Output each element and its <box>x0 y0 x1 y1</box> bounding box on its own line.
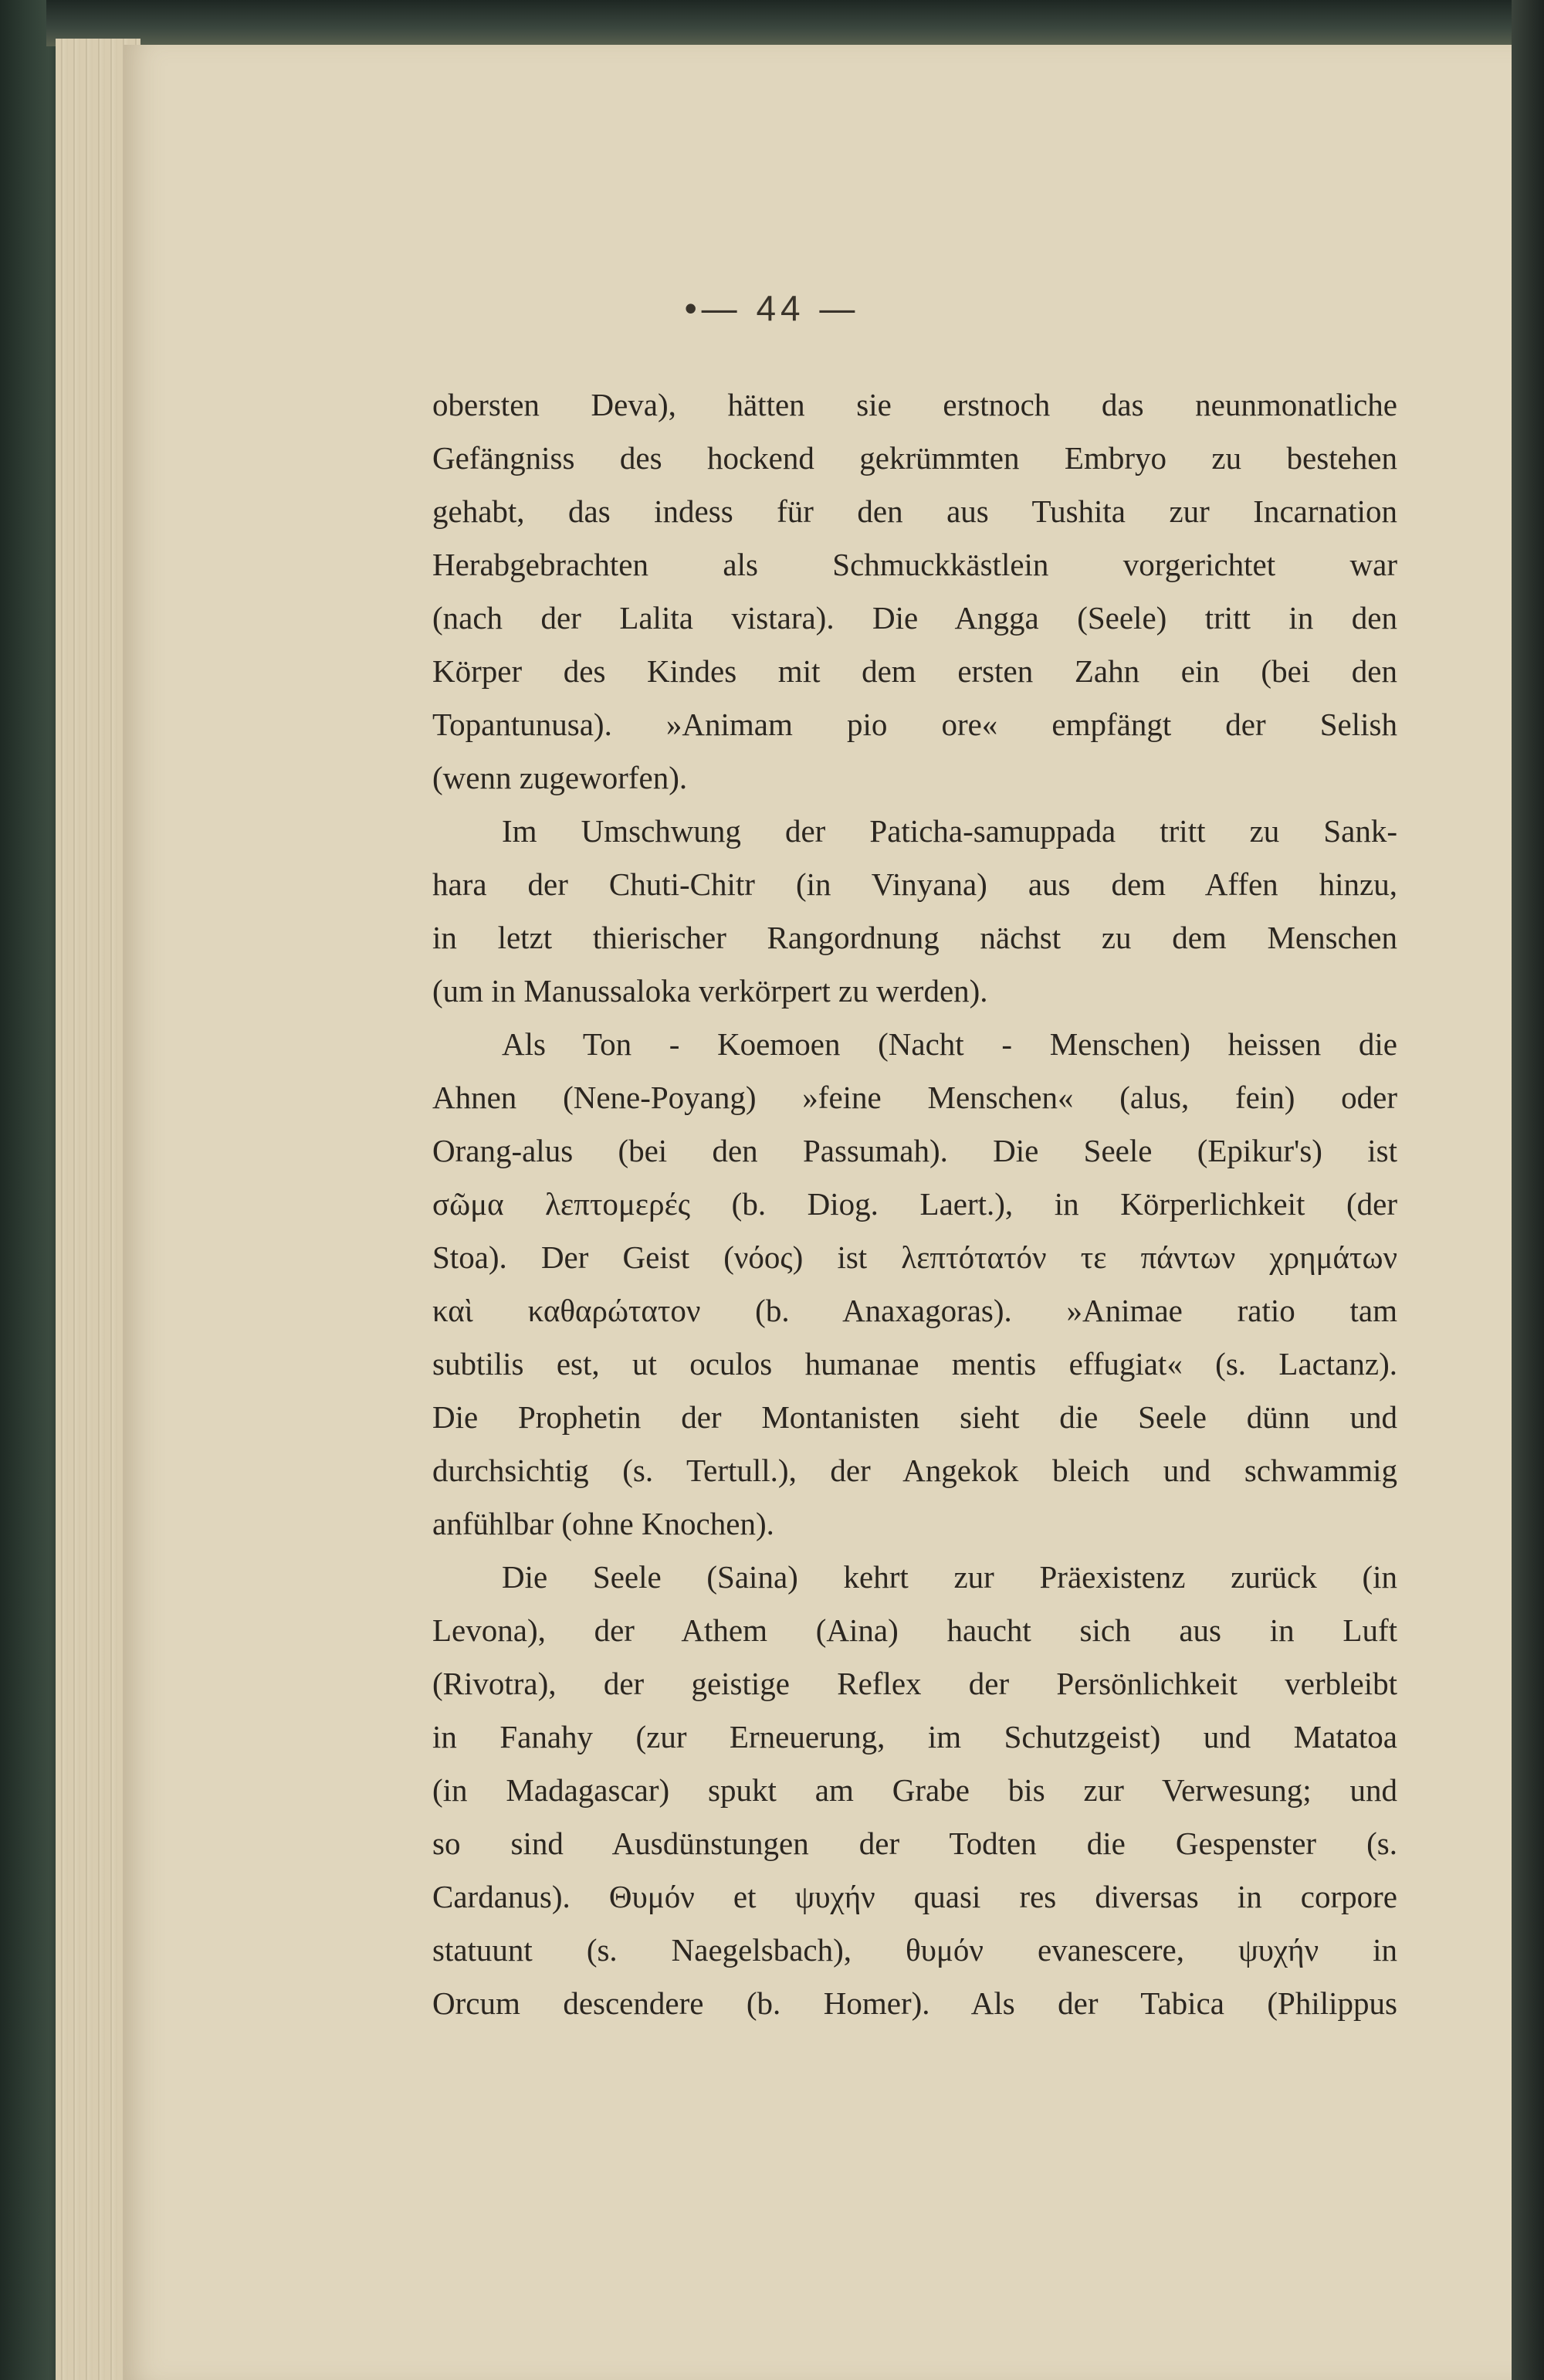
text-line: Die Prophetin der Montanisten sieht die Seele dünn und <box>432 1399 1397 1435</box>
text-line: Gefängniss des hockend gekrümmten Embryo zu bestehen <box>432 440 1397 476</box>
text-line: Levona), der Athem (Aina) haucht sich aus in Luft <box>432 1612 1397 1648</box>
text-line: Ahnen (Nene-Poyang) »feine Menschen« (alus, fein) oder <box>432 1080 1397 1115</box>
body-text <box>432 378 1397 2030</box>
text-line: Stoa). Der Geist (νόος) ist λεπτότατόν τε πάντων χρημάτων <box>432 1239 1397 1275</box>
text-line: Orcum descendere (b. Homer). Als der Tabica (Philippus <box>432 1985 1397 2021</box>
text-line: subtilis est, ut oculos humanae mentis effugiat« (s. Lactanz). <box>432 1346 1397 1382</box>
text-line: Körper des Kindes mit dem ersten Zahn ein (bei den <box>432 653 1397 689</box>
text-line: σῶμα λεπτομερές (b. Diog. Laert.), in Körperlichkeit (der <box>432 1186 1397 1222</box>
text-line: so sind Ausdünstungen der Todten die Gespenster (s. <box>432 1826 1397 1861</box>
text-line: (wenn zugeworfen). <box>432 760 688 795</box>
text-line: Herabgebrachten als Schmuckkästlein vorgerichtet war <box>432 547 1397 582</box>
text-line: Cardanus). Θυμόν et ψυχήν quasi res diversas in corpore <box>432 1879 1397 1914</box>
book-top-edge <box>46 0 1544 46</box>
page-number: •— 44 — <box>684 288 860 328</box>
text-line: gehabt, das indess für den aus Tushita zur Incarnation <box>432 493 1397 529</box>
text-line: καὶ καθαρώτατον (b. Anaxagoras). »Animae ratio tam <box>432 1293 1397 1328</box>
text-line: (Rivotra), der geistige Reflex der Persönlichkeit verbleibt <box>432 1666 1397 1701</box>
text-line: anfühlbar (ohne Knochen). <box>432 1506 774 1541</box>
text-line: Orang-alus (bei den Passumah). Die Seele (Epikur's) ist <box>432 1133 1397 1168</box>
text-line: obersten Deva), hätten sie erstnoch das neunmonatliche <box>432 387 1397 422</box>
text-line: statuunt (s. Naegelsbach), θυμόν evanescere, ψυχήν in <box>432 1932 1397 1968</box>
text-line: (um in Manussaloka verkörpert zu werden). <box>432 973 988 1009</box>
text-line: (nach der Lalita vistara). Die Angga (Seele) tritt in den <box>432 600 1397 636</box>
text-line: hara der Chuti-Chitr (in Vinyana) aus dem Affen hinzu, <box>432 866 1397 902</box>
text-line: Als Ton - Koemoen (Nacht - Menschen) heissen die <box>502 1026 1397 1062</box>
book-right-edge <box>1512 0 1544 2380</box>
text-line: in Fanahy (zur Erneuerung, im Schutzgeist) und Matatoa <box>432 1719 1397 1754</box>
text-line: Im Umschwung der Paticha-samuppada tritt zu Sank- <box>502 813 1397 849</box>
text-line: (in Madagascar) spukt am Grabe bis zur Verwesung; und <box>432 1772 1397 1808</box>
text-line: in letzt thierischer Rangordnung nächst zu dem Menschen <box>432 920 1397 955</box>
text-line: Topantunusa). »Animam pio ore« empfängt der Selish <box>432 707 1397 742</box>
text-line: durchsichtig (s. Tertull.), der Angekok bleich und schwammig <box>432 1453 1397 1488</box>
text-line: Die Seele (Saina) kehrt zur Präexistenz zurück (in <box>502 1559 1397 1595</box>
